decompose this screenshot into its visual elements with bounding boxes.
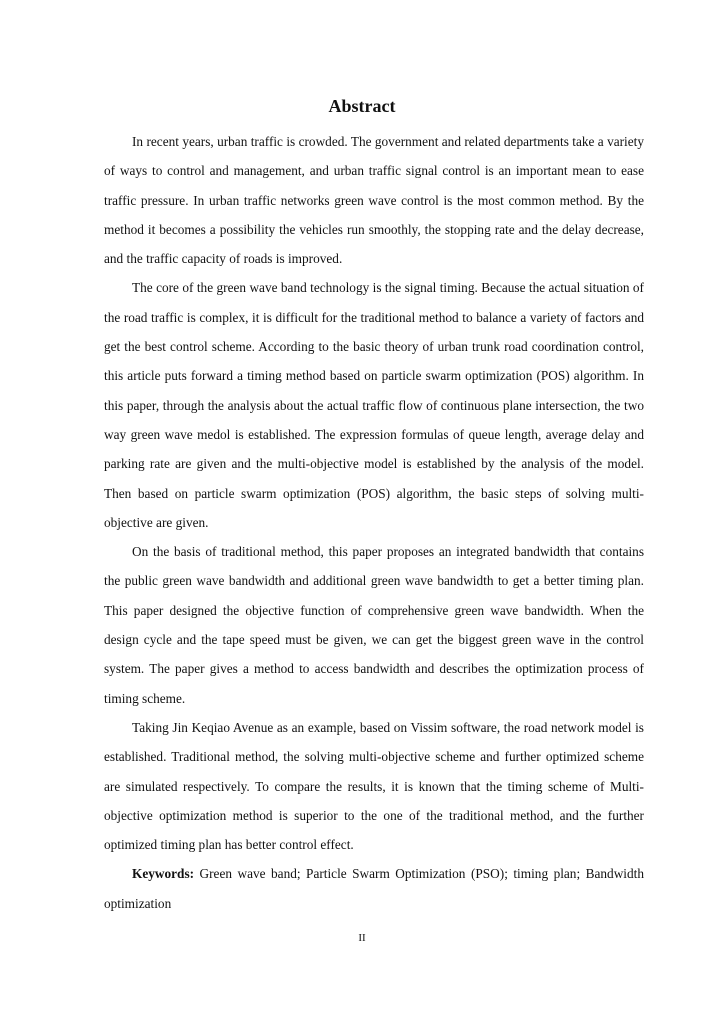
abstract-title: Abstract xyxy=(328,96,396,116)
keywords-label: Keywords: xyxy=(132,866,195,882)
abstract-body xyxy=(104,127,644,918)
page-number: II xyxy=(358,932,366,944)
keywords-line xyxy=(104,859,644,918)
keywords-text: Green wave band; Particle Swarm Optimization (PSO); timing plan; Bandwidth optimization xyxy=(104,866,644,911)
abstract-paragraph-4: Taking Jin Keqiao Avenue as an example, based on Vissim software, the road network model is established. Traditional method, the solving multi-objective scheme and further optimized scheme are simulated respectively. To compare the results, it is known that the timing scheme of Multi-objective optimization method is superior to the one of the traditional method, and the further optimized timing plan has better control effect. xyxy=(104,719,644,853)
abstract-paragraph-1: In recent years, urban traffic is crowded. The government and related departments take a variety of ways to control and management, and urban traffic signal control is an important mean to ease traffic pressure. In urban traffic networks green wave control is the most common method. By the method it becomes a possibility the vehicles run smoothly, the stopping rate and the delay decrease, and the traffic capacity of roads is improved. xyxy=(104,134,644,267)
abstract-paragraph-2: The core of the green wave band technology is the signal timing. Because the actual situation of the road traffic is complex, it is difficult for the traditional method to balance a variety of factors and get the best control scheme. According to the basic theory of urban trunk road coordination control, this article puts forward a timing method based on particle swarm optimization (POS) algorithm. In this paper, through the analysis about the actual traffic flow of continuous plane intersection, the two way green wave medol is established. The expression formulas of queue length, average delay and parking rate are given and the multi-objective model is established by the analysis of the model. Then based on particle swarm optimization (POS) algorithm, the basic steps of solving multi-objective are given. xyxy=(104,280,644,530)
abstract-paragraph-3: On the basis of traditional method, this paper proposes an integrated bandwidth that contains the public green wave bandwidth and additional green wave bandwidth to get a better timing plan. This paper designed the objective function of comprehensive green wave bandwidth. When the design cycle and the tape speed must be given, we can get the biggest green wave in the control system. The paper gives a method to access bandwidth and describes the optimization process of timing scheme. xyxy=(104,544,644,706)
